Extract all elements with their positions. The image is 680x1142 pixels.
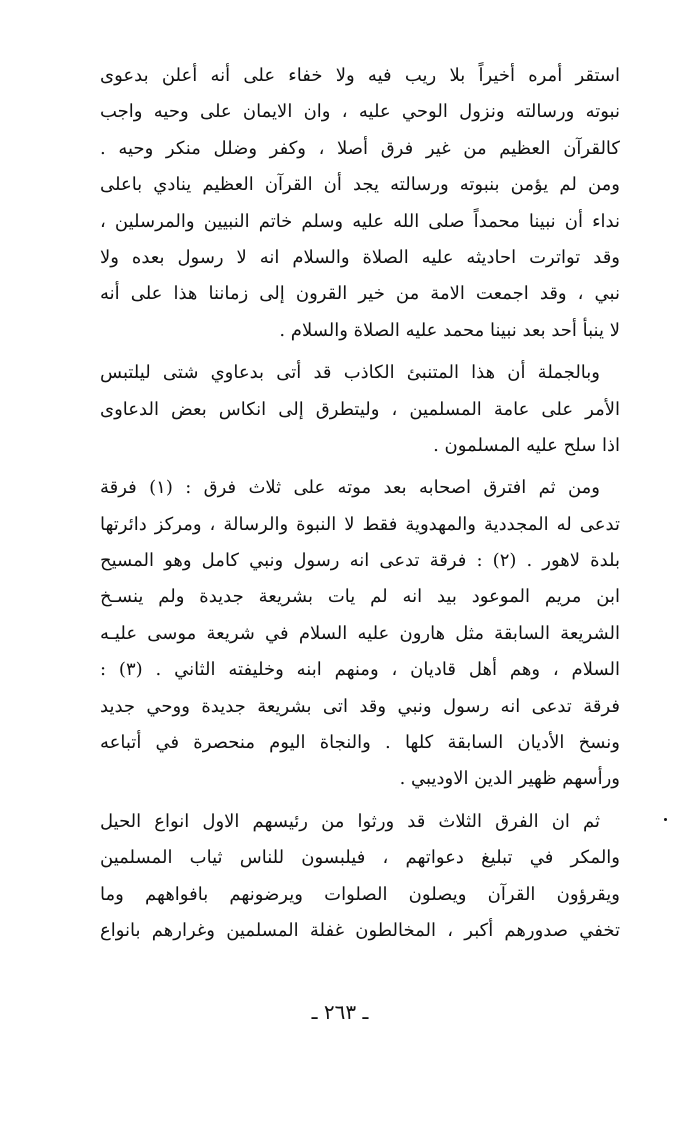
text-line: ونسخ الأديان السابقة كلها . والنجاة اليوم منحصرة في أتباعه	[100, 732, 620, 754]
text-line: ورأسهم ظهير الدين الاوديبي .	[399, 768, 620, 790]
text-line: ابن مريم الموعود بيد انه لم يات بشريعة جديدة ولم ينسـخ	[100, 586, 620, 608]
body-text	[100, 58, 620, 949]
text-line: ثم ان الفرق الثلاث قد ورثوا من رئيسهم الاول انواع الحيل	[100, 810, 600, 832]
text-line: كالقرآن العظيم من غير فرق أصلا ، وكفر وضلل منكر وحيه .	[100, 137, 620, 159]
margin-dot	[664, 818, 667, 821]
text-line: استقر أمره أخيراً بلا ريب فيه ولا خفاء على أنه أعلن بدعوى	[100, 65, 620, 86]
text-line: ومن لم يؤمن بنبوته ورسالته يجد أن القرآن العظيم ينادي باعلى	[100, 174, 620, 196]
text-line: وقد تواترت احاديثه عليه الصلاة والسلام انه لا رسول بعده ولا	[100, 246, 620, 268]
text-line: لا ينبأ أحد بعد نبينا محمد عليه الصلاة والسلام .	[279, 319, 620, 341]
text-line: نداء أن نبينا محمداً صلى الله عليه وسلم خاتم النبيين والمرسلين ،	[100, 210, 620, 232]
text-line: ومن ثم افترق اصحابه بعد موته على ثلاث فرق : (١) فرقة	[100, 477, 600, 499]
paragraph-4	[100, 804, 620, 950]
paragraph-2	[100, 355, 620, 464]
text-line: وبالجملة أن هذا المتنبئ الكاذب قد أتى بدعاوي شتى ليلتبس	[100, 362, 600, 384]
paragraph-1	[100, 58, 620, 349]
text-line: نبوته ورسالته ونزول الوحي عليه ، وان الايمان على وحيه واجب	[100, 101, 620, 123]
text-line: السلام ، وهم أهل قاديان ، ومنهم ابنه وخليفته الثاني . (٣) :	[100, 659, 620, 681]
text-line: بلدة لاهور . (٢) : فرقة تدعى انه رسول ونبي كامل وهو المسيح	[100, 550, 620, 572]
paragraph-3	[100, 470, 620, 798]
text-line: نبي ، وقد اجمعت الامة من خير القرون إلى زماننا هذا على أنه	[100, 283, 620, 305]
text-line: والمكر في تبليغ دعواتهم ، فيلبسون للناس ثياب المسلمين	[100, 847, 620, 869]
text-line: تدعى له المجددية والمهدوية فقط لا النبوة والرسالة ، ومركز دائرتها	[100, 513, 620, 535]
text-line: تخفي صدورهم أكبر ، المخالطون غفلة المسلمين وغرارهم بانواع	[100, 919, 620, 941]
text-line: فرقة تدعى انه رسول ونبي وقد اتى بشريعة جديدة ووحي جديد	[100, 695, 620, 717]
text-line: الأمر على عامة المسلمين ، وليتطرق إلى انكاس بعض الدعاوى	[100, 398, 620, 420]
text-line: ويقرؤون القرآن ويصلون الصلوات ويرضونهم بافواههم وما	[100, 883, 620, 905]
text-line: اذا سلح عليه المسلمون .	[433, 434, 620, 456]
page-number: ـ ٢٦٣ ـ	[311, 1000, 369, 1024]
text-line: الشريعة السابقة مثل هارون عليه السلام في شريعة موسى عليـه	[100, 622, 620, 644]
